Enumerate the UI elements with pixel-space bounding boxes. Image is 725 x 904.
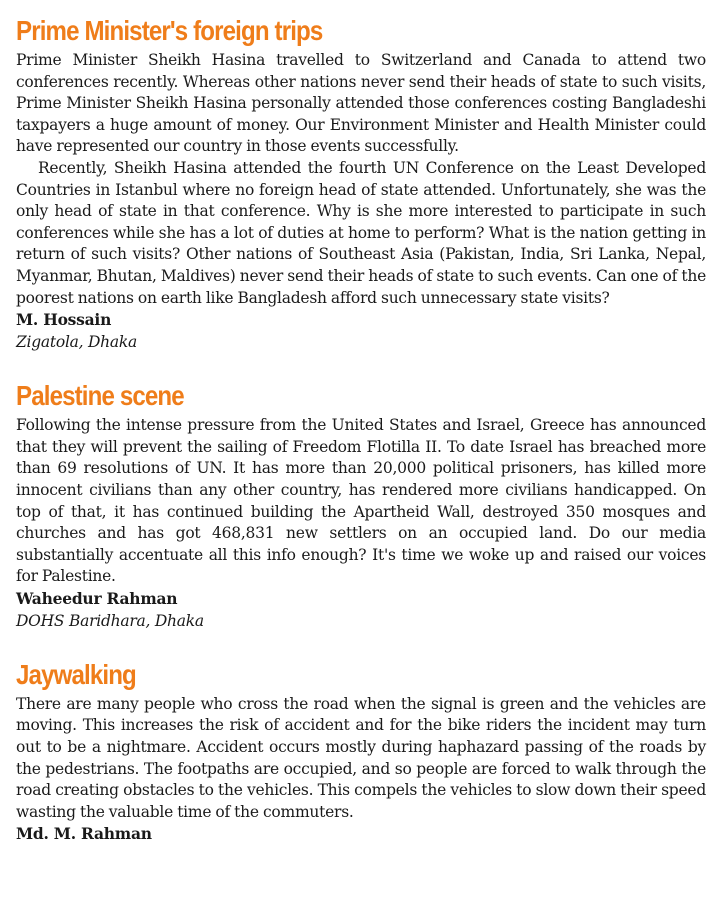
letter-palestine-scene	[16, 379, 706, 632]
letter-title: Prime Minister's foreign trips	[16, 15, 323, 46]
letter-jaywalking	[16, 658, 706, 846]
letter-paragraph: Following the intense pressure from the United States and Israel, Greece has announced that they will prevent the sailing of Freedom Flotilla II. To date Israel has breached more than 69 resolutions of UN. It has more than 20,000 political prisoners, has killed more innocent civilians than any other country, has rendered more civilians handicapped. On top of that, it has continued building the Apartheid Wall, destroyed 350 mosques and churches and has got 468,831 new settlers on an occupied land. Do our media substantially accentuate all this info enough? It's time we woke up and raised our voices for Palestine.	[16, 416, 706, 586]
letter-title: Jaywalking	[16, 658, 136, 690]
letter-author: Waheedur Rahman	[16, 588, 178, 608]
letters-page	[16, 14, 706, 871]
letter-paragraph: Recently, Sheikh Hasina attended the fourth UN Conference on the Least Developed Countries in Istanbul where no foreign head of state attended. Unfortunately, she was the only head of state in that conference. Why is she more interested to participate in such conferences while she has a lot of duties at home to perform? What is the nation getting in return of such visits? Other nations of Southeast Asia (Pakistan, India, Sri Lanka, Nepal, Myanmar, Bhutan, Maldives) never send their heads of state to such events. Can one of the poorest nations on earth like Bangladesh afford such unnecessary state visits?	[16, 158, 706, 307]
letter-author: Md. M. Rahman	[16, 824, 152, 844]
letter-location: DOHS Baridhara, Dhaka	[16, 611, 204, 630]
letter-paragraph: There are many people who cross the road when the signal is green and the vehicles are moving. This increases the risk of accident and for the bike riders the incident may turn out to be a nightmare. Accident occurs mostly during haphazard passing of the roads by the pedestrians. The footpaths are occupied, and so people are forced to walk through the road creating obstacles to the vehicles. This compels the vehicles to slow down their speed wasting the valuable time of the commuters.	[16, 694, 706, 821]
letter-title: Palestine scene	[16, 380, 184, 412]
letter-location: Zigatola, Dhaka	[16, 333, 138, 352]
letter-author: M. Hossain	[16, 310, 112, 330]
letter-paragraph: Prime Minister Sheikh Hasina travelled to Switzerland and Canada to attend two conferences recently. Whereas other nations never send their heads of state to such visits, Prime Minister Sheikh Hasina personally attended those conferences costing Bangladeshi taxpayers a huge amount of money. Our Environment Minister and Health Minister could have represented our country in those events successfully.	[16, 51, 706, 156]
letter-pm-foreign-trips	[16, 14, 706, 353]
